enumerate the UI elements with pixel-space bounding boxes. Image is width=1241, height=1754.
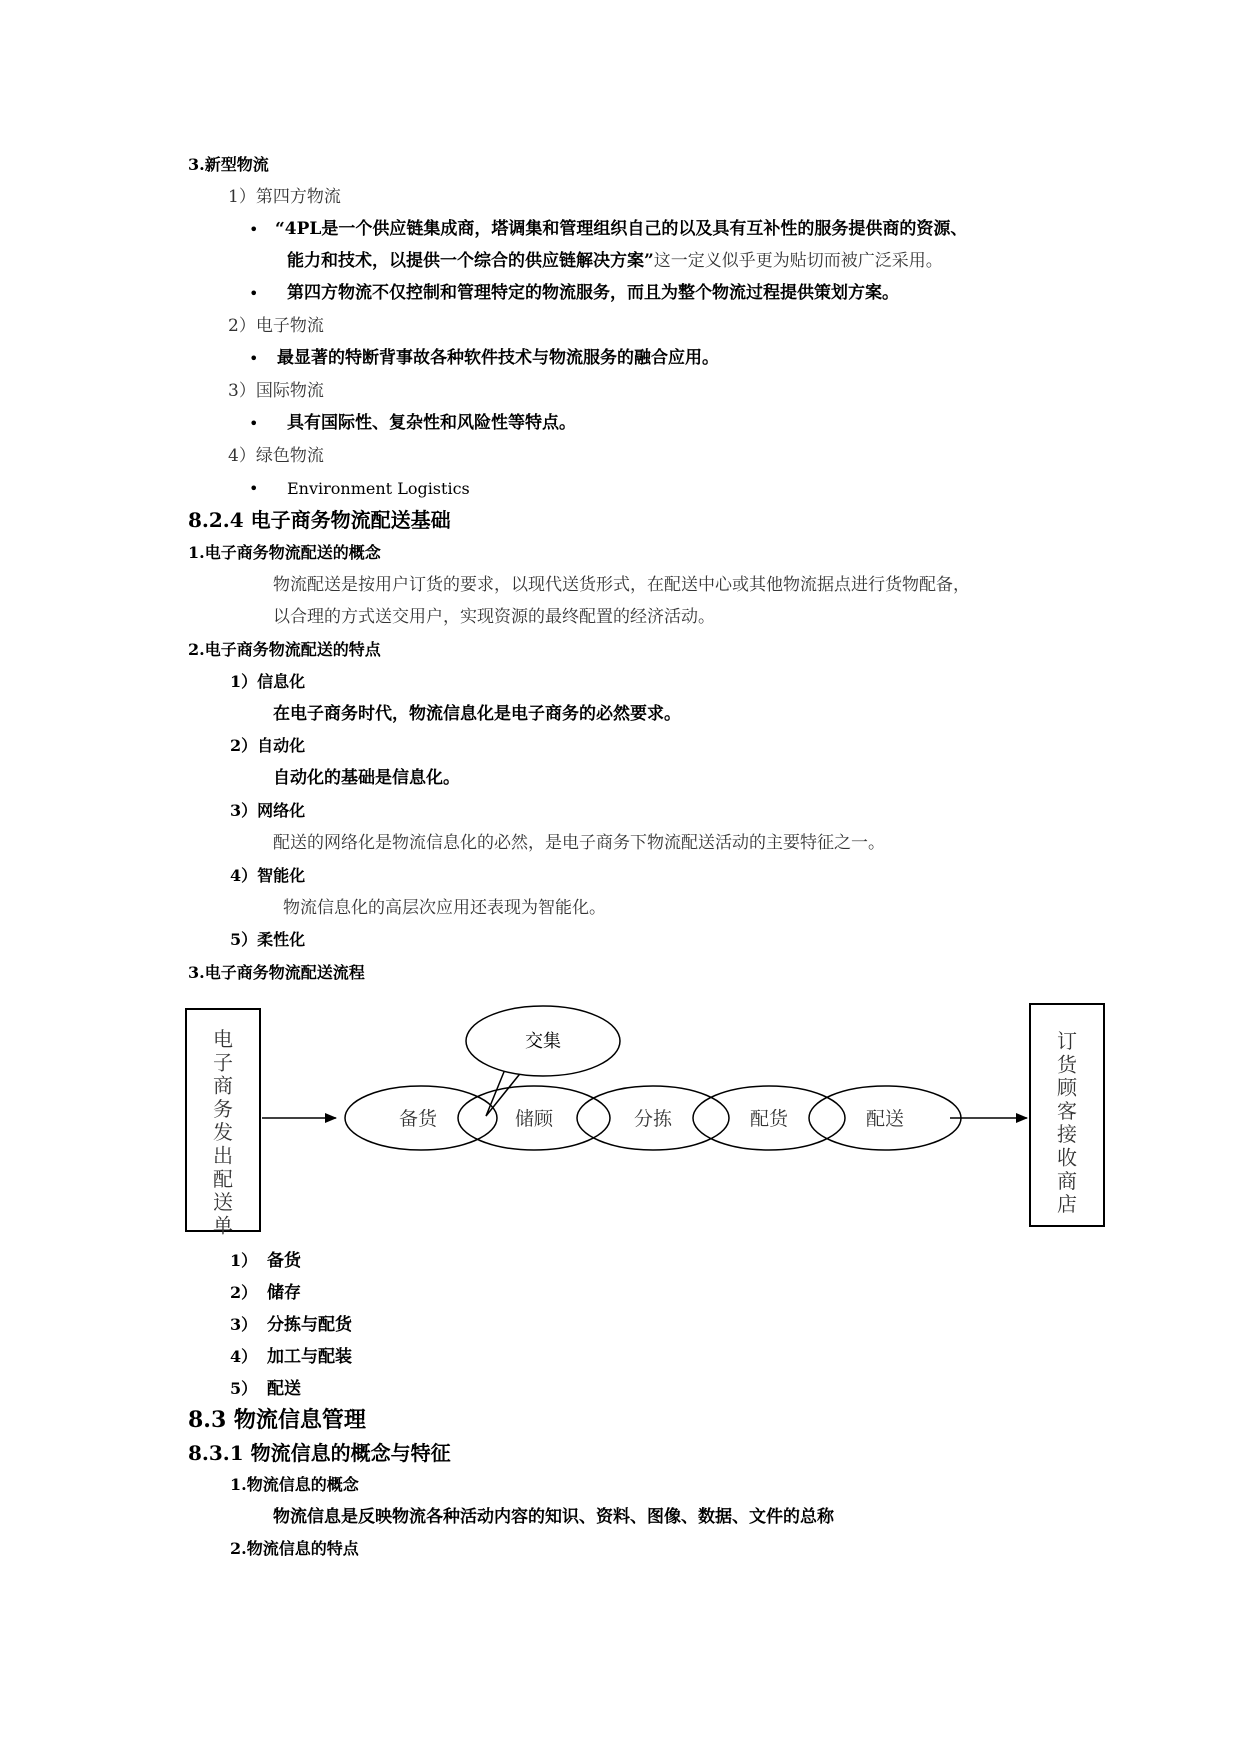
feature-label-2: 2）自动化 [230,736,306,755]
bullet: • [249,220,259,239]
feature-label-1: 1）信息化 [230,672,306,691]
heading-electronic-logistics: 2）电子物流 [228,316,324,336]
right-box-char: 收 [1057,1145,1077,1170]
feature-label-5: 5）柔性化 [230,930,306,949]
right-box-char: 接 [1057,1122,1077,1147]
left-box-char: 出 [213,1143,233,1168]
fourth-bullet1-tail: 这一定义似乎更为贴切而被广泛采用。 [653,251,943,271]
section-title-new-logistics: 3.新型物流 [188,155,269,174]
right-box-char: 商 [1057,1168,1077,1193]
left-box-char: 送 [213,1190,233,1215]
electronic-bullet1: 最显著的特断背事故各种软件技术与物流服务的融合应用。 [277,348,719,368]
section-title-8-3-1: 8.3.1 物流信息的概念与特征 [188,1441,451,1465]
fourth-bullet1-bold: 能力和技术，以提供一个综合的供应链解决方案” [287,251,654,271]
process-stage-label: 备货 [398,1108,438,1130]
info-concept-title: 1.物流信息的概念 [230,1475,359,1494]
step-num-3: 3） [230,1315,258,1334]
right-box-char: 客 [1057,1098,1077,1123]
heading-international-logistics: 3）国际物流 [228,381,324,401]
process-stage-label: 分拣 [633,1108,673,1130]
left-box-char: 配 [213,1166,233,1191]
feature-text-2: 自动化的基础是信息化。 [273,768,460,788]
concept-title: 1.电子商务物流配送的概念 [188,543,381,562]
step-text-4: 加工与配装 [267,1347,352,1367]
step-text-2: 储存 [267,1283,301,1303]
bullet: • [249,284,259,303]
left-box-char: 发 [213,1120,233,1145]
feature-label-3: 3）网络化 [230,801,306,820]
international-bullet1: 具有国际性、复杂性和风险性等特点。 [287,413,576,433]
step-text-3: 分拣与配货 [267,1315,352,1335]
concept-line2: 以合理的方式送交用户，实现资源的最终配置的经济活动。 [273,607,715,627]
process-chain [345,1086,961,1150]
step-text-1: 备货 [267,1251,301,1271]
concept-line1: 物流配送是按用户订货的要求，以现代送货形式，在配送中心或其他物流据点进行货物配备， [273,575,970,595]
info-features-title: 2.物流信息的特点 [230,1539,359,1558]
step-num-5: 5） [230,1379,258,1398]
right-box-char: 订 [1057,1029,1077,1053]
left-box-label [213,1027,233,1235]
step-num-2: 2） [230,1283,258,1302]
fourth-bullet1-line1: “4PL是一个供应链集成商，塔调集和管理组织自己的以及具有互补性的服务提供商的资源、 [275,219,968,239]
step-num-1: 1） [230,1251,258,1270]
heading-green-logistics: 4）绿色物流 [228,446,324,466]
right-box-char: 顾 [1057,1075,1077,1100]
step-num-4: 4） [230,1347,258,1366]
process-stage-label: 储顾 [514,1108,554,1130]
feature-text-3: 配送的网络化是物流信息化的必然，是电子商务下物流配送活动的主要特征之一。 [273,833,885,853]
process-stage-label: 配货 [749,1108,789,1130]
step-text-5: 配送 [267,1379,301,1399]
process-title: 3.电子商务物流配送流程 [188,963,365,982]
left-box-char: 务 [213,1096,233,1121]
process-stage-label: 配送 [865,1108,905,1130]
right-box-char: 货 [1057,1052,1077,1077]
green-bullet1: Environment Logistics [287,479,470,498]
bullet: • [249,479,259,498]
feature-text-1: 在电子商务时代，物流信息化是电子商务的必然要求。 [273,704,681,724]
left-box-char: 子 [213,1050,233,1075]
heading-fourth-party: 1）第四方物流 [228,187,341,207]
section-title-8-2-4: 8.2.4 电子商务物流配送基础 [188,508,451,532]
feature-text-4: 物流信息化的高层次应用还表现为智能化。 [283,898,606,918]
features-title: 2.电子商务物流配送的特点 [188,640,381,659]
feature-label-4: 4）智能化 [230,866,306,885]
intersection-callout-label: 交集 [525,1031,561,1052]
right-box-char: 店 [1057,1192,1077,1217]
left-box-char: 电 [213,1027,233,1051]
info-concept-text: 物流信息是反映物流各种活动内容的知识、资料、图像、数据、文件的总称 [273,1507,834,1527]
section-title-8-3: 8.3 物流信息管理 [188,1407,366,1433]
left-box-char: 商 [213,1073,233,1098]
right-box-label [1057,1029,1079,1216]
left-box-char: 单 [213,1213,233,1235]
bullet: • [249,349,259,368]
bullet: • [249,414,259,433]
fourth-bullet1-line2 [287,253,943,270]
distribution-flow-diagram [0,995,1241,1235]
fourth-bullet2: 第四方物流不仅控制和管理特定的物流服务，而且为整个物流过程提供策划方案。 [287,283,899,303]
